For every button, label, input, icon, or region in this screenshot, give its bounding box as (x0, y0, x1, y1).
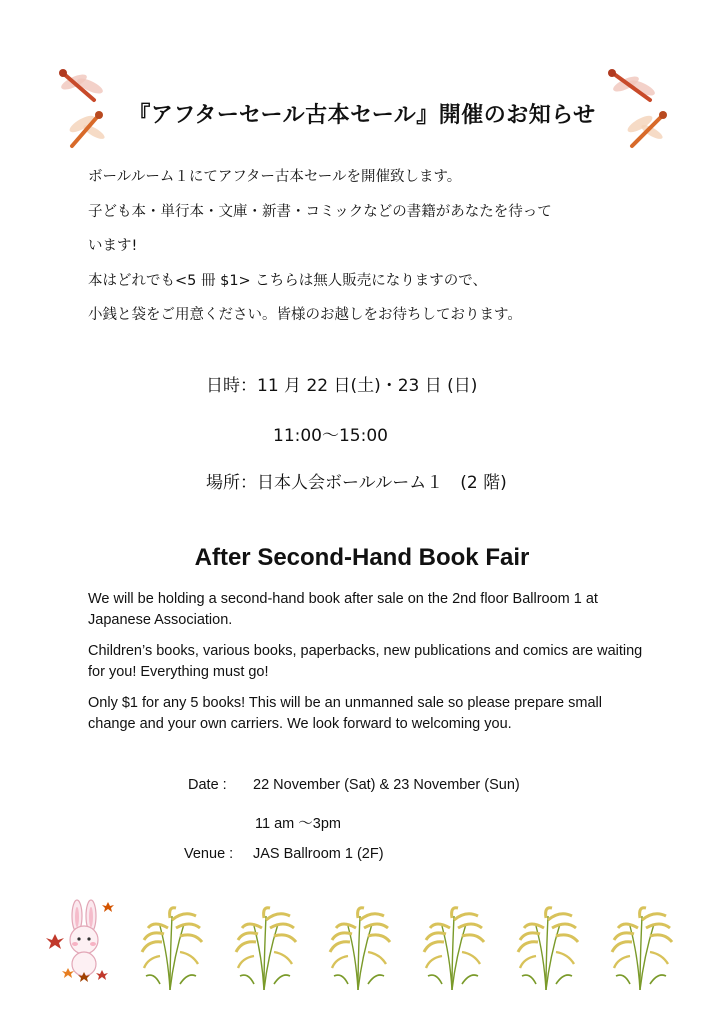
page-title-english: After Second-Hand Book Fair (194, 544, 530, 571)
japanese-line: 小銭と袋をご用意ください。皆様のお越しをお待ちしております。 (88, 307, 522, 323)
japanese-line: 本はどれでも<5 冊 $1> こちらは無人販売になりますので、 (88, 272, 488, 289)
japanese-time: 11:00～15:00 (273, 426, 388, 446)
english-date-label: Date : (188, 777, 227, 793)
rabbit-illustration (46, 896, 126, 984)
english-venue-label: Venue : (184, 846, 234, 862)
page-title-japanese: 『アフターセール古本セール』開催のお知らせ (128, 103, 596, 128)
pampas-grass-illustration (140, 906, 700, 990)
japanese-line: います! (88, 238, 138, 254)
english-venue-value: JAS Ballroom 1 (2F) (253, 846, 384, 862)
english-paragraph: Only $1 for any 5 books! This will be an unmanned sale so please prepare small change and your own carriers. We look forward to welcoming you. (88, 695, 602, 732)
japanese-date: 日時：11 月 22 日(土)・23 日 (日) (206, 376, 478, 396)
english-time-value: 11 am ～3pm (255, 816, 341, 832)
japanese-line: 子ども本・単行本・文庫・新書・コミックなどの書籍があなたを待って (88, 203, 552, 220)
dragonfly-icon (608, 69, 657, 100)
english-date-value: 22 November (Sat) & 23 November (Sun) (253, 777, 520, 793)
english-paragraph: Children’s books, various books, paperbacks, new publications and comics are waiting for you! Everything must go! (88, 643, 643, 680)
pampas-grass-icon (142, 908, 202, 990)
pampas-grass-icon (330, 908, 390, 990)
pampas-grass-icon (236, 908, 296, 990)
rabbit-icon (70, 900, 98, 976)
pampas-grass-icon (518, 908, 578, 990)
english-announcement (88, 589, 648, 745)
english-paragraph: We will be holding a second-hand book after sale on the 2nd floor Ballroom 1 at Japanese Association. (88, 591, 598, 628)
japanese-announcement (88, 160, 668, 333)
pampas-grass-icon (612, 908, 672, 990)
japanese-line: ボールルーム１にてアフター古本セールを開催致します。 (88, 169, 462, 185)
pampas-grass-icon (424, 908, 484, 990)
japanese-venue: 場所：日本人会ボールルーム１ (2 階) (206, 473, 507, 493)
dragonfly-icon (59, 69, 105, 100)
